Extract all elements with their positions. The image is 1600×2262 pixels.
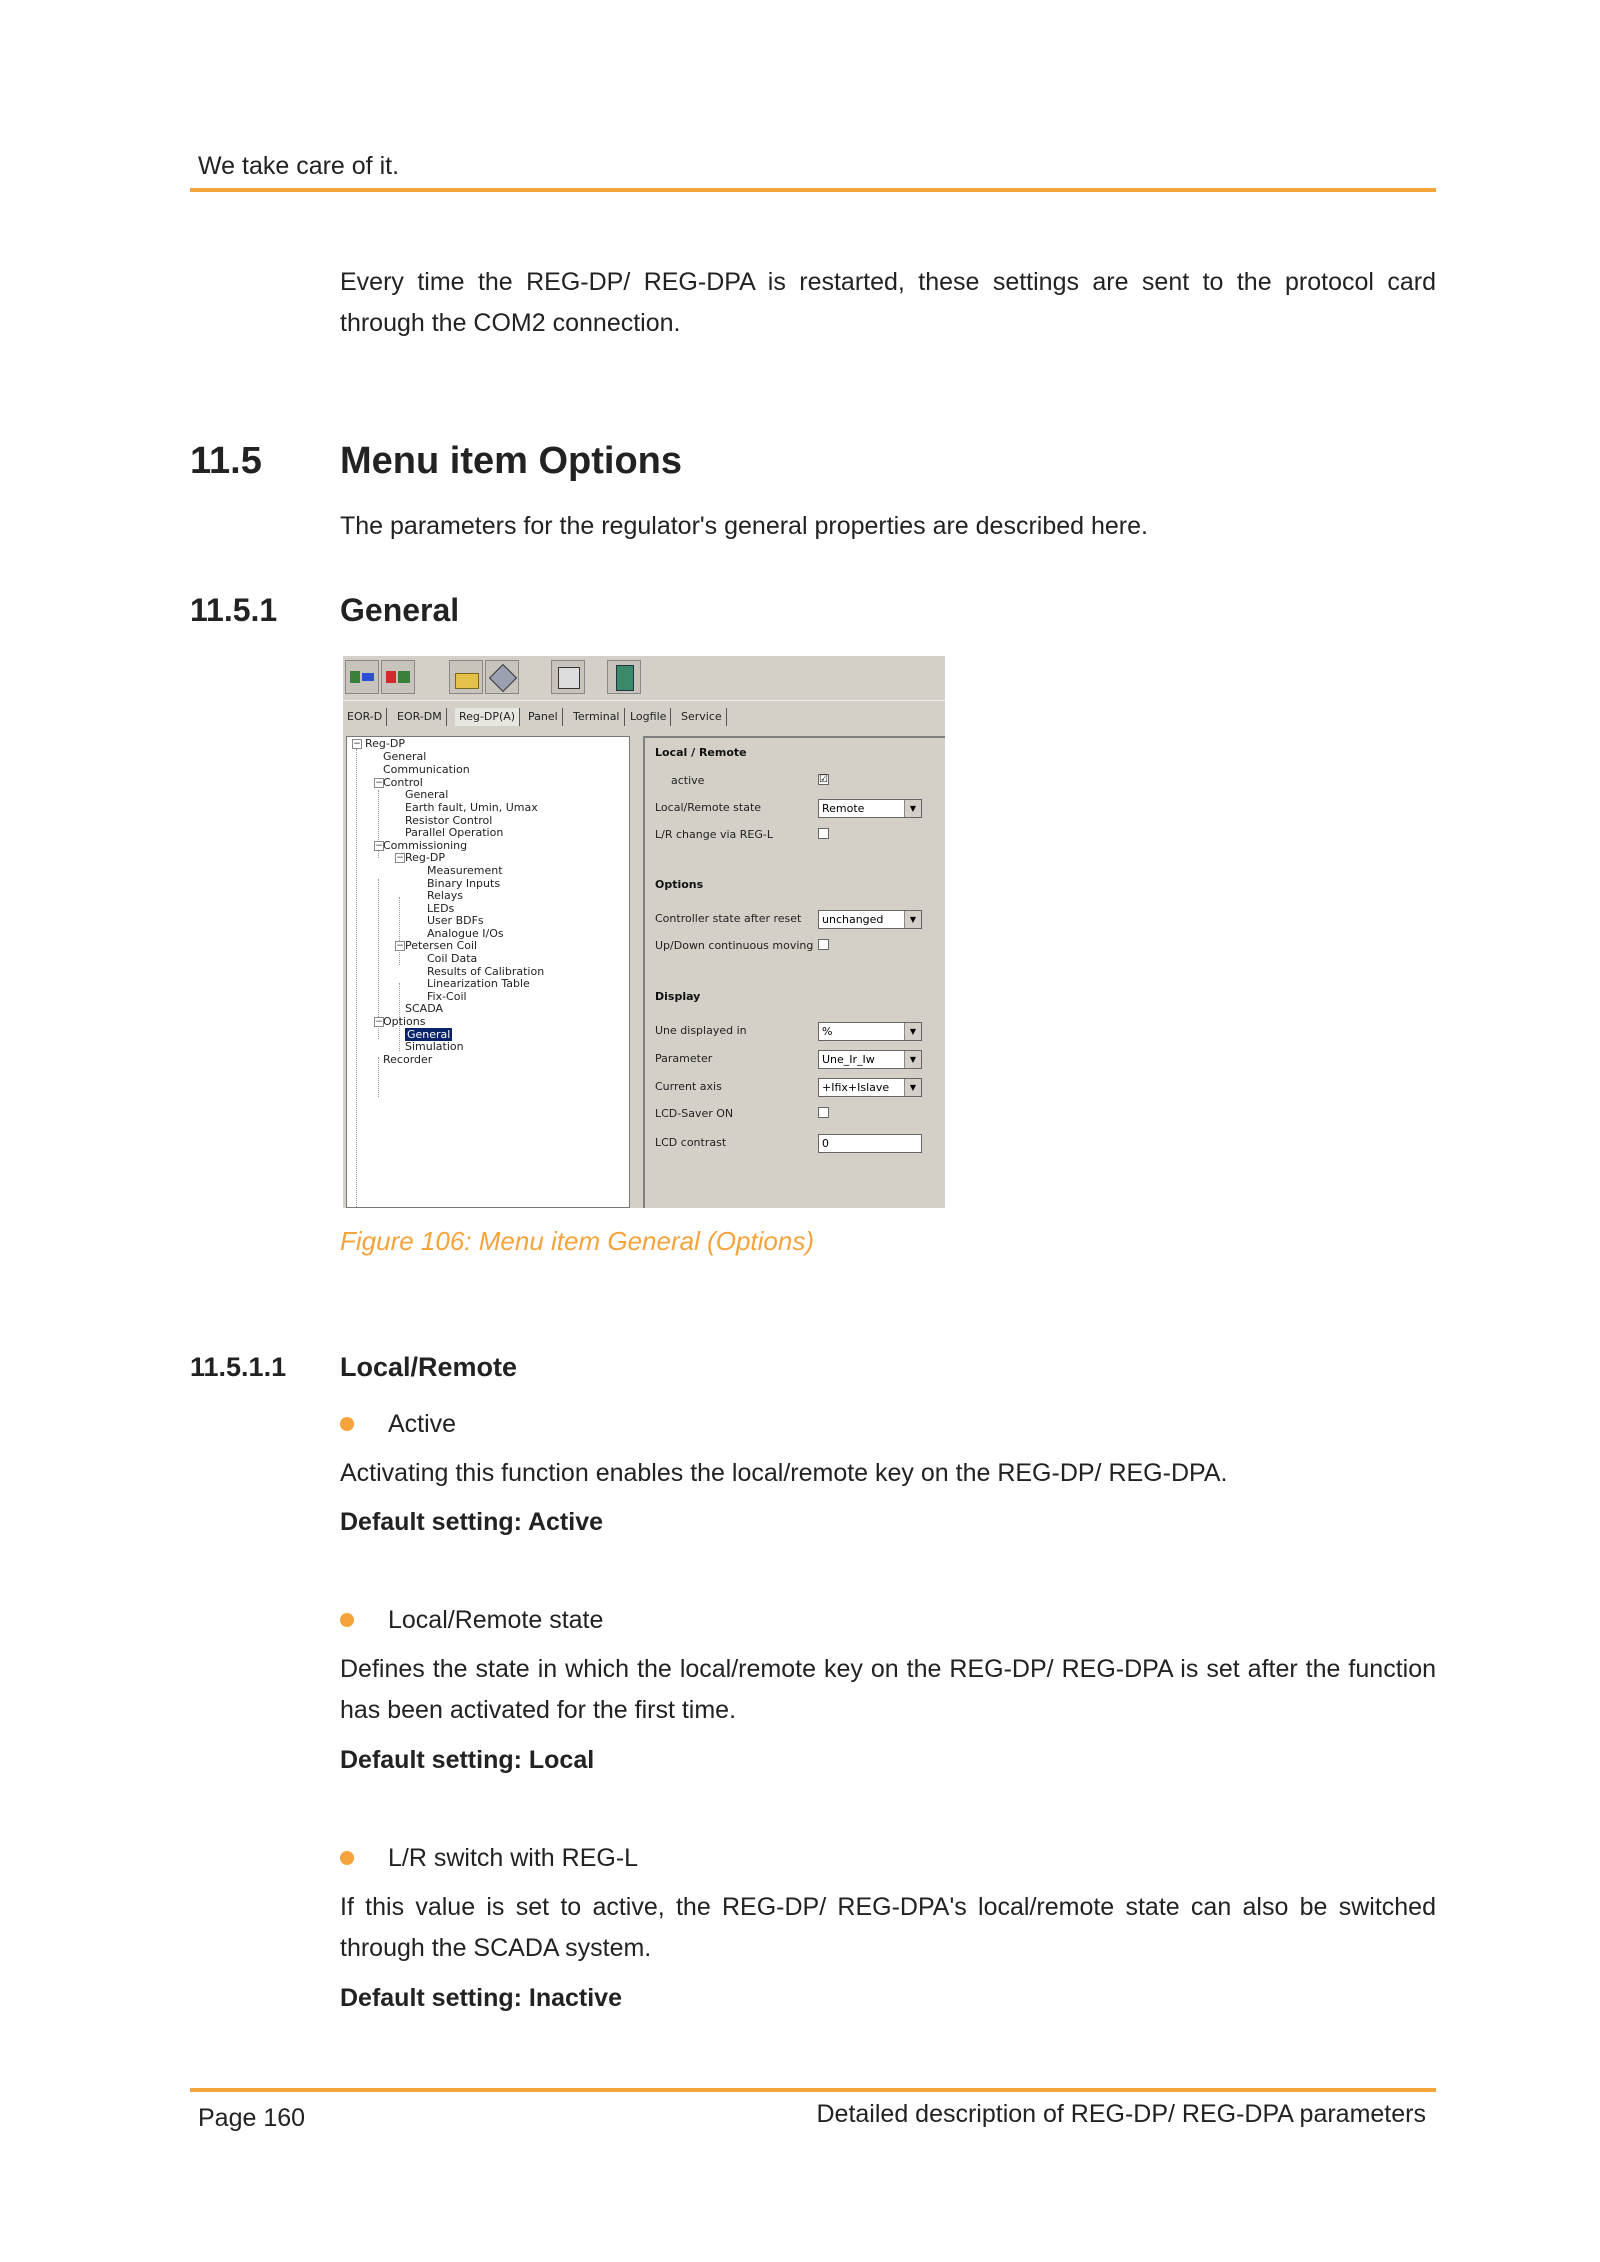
item-active-default: Default setting: Active <box>340 1508 604 1536</box>
chevron-down-icon: ▼ <box>904 1079 921 1096</box>
tab-eor-dm[interactable]: EOR-DM <box>393 708 447 726</box>
une-label: Une displayed in <box>655 1024 747 1037</box>
tree-node[interactable]: SCADA <box>405 1002 443 1015</box>
options-screenshot <box>343 656 945 1208</box>
header-rule <box>190 188 1436 192</box>
local-remote-heading: Local / Remote <box>655 746 747 759</box>
item-state-text: Defines the state in which the local/remote key on the REG-DP/ REG-DPA is set after the function has been activated for the first time. <box>340 1655 1436 1724</box>
subsubsection-number: 11.5.1.1 <box>190 1352 287 1382</box>
tree-node[interactable]: Resistor Control <box>405 814 493 827</box>
collapse-icon[interactable]: − <box>375 841 383 851</box>
tree-node[interactable]: Commissioning <box>383 839 468 852</box>
tree-node[interactable]: Linearization Table <box>427 977 530 990</box>
item-lr-switch-default: Default setting: Inactive <box>340 1984 622 2012</box>
subsection-number: 11.5.1 <box>190 592 278 628</box>
lcd-contrast-input[interactable]: 0 <box>818 1134 922 1153</box>
local-remote-state-select[interactable]: Remote ▼ <box>818 799 922 818</box>
tree-node[interactable]: Relays <box>427 889 463 902</box>
header-tagline: We take care of it. <box>198 152 400 180</box>
current-axis-select[interactable]: +Ifix+Islave ▼ <box>818 1078 922 1097</box>
updown-checkbox[interactable] <box>818 939 829 950</box>
properties-panel <box>643 736 945 1208</box>
bullet-icon <box>340 1851 354 1865</box>
active-label: active <box>671 774 705 787</box>
footer-rule <box>190 2088 1436 2092</box>
tree-node[interactable]: Results of Calibration <box>427 965 545 978</box>
item-lr-switch-title: L/R switch with REG-L <box>388 1844 639 1872</box>
tab-logfile[interactable]: Logfile <box>626 708 671 726</box>
subsubsection-title: Local/Remote <box>340 1352 518 1382</box>
tree-node[interactable]: Reg-DP <box>365 737 405 750</box>
chevron-down-icon: ▼ <box>904 800 921 817</box>
lcd-saver-label: LCD-Saver ON <box>655 1107 734 1120</box>
tree-node[interactable]: Measurement <box>427 864 503 877</box>
tree-node-selected[interactable]: General <box>407 1028 451 1041</box>
controller-state-label: Controller state after reset <box>655 912 802 925</box>
tree-node[interactable]: Binary Inputs <box>427 877 501 890</box>
collapse-icon[interactable]: − <box>375 778 383 788</box>
lr-change-checkbox[interactable] <box>818 828 829 839</box>
tab-reg-dpa[interactable]: Reg-DP(A) <box>455 708 520 726</box>
exit-door-icon[interactable] <box>607 660 641 694</box>
collapse-icon[interactable]: − <box>375 1017 383 1027</box>
tab-bar <box>343 706 945 728</box>
figure-caption: Figure 106: Menu item General (Options) <box>340 1226 814 1256</box>
tree-node[interactable]: Coil Data <box>427 952 478 965</box>
collapse-icon[interactable]: − <box>396 853 404 863</box>
display-heading: Display <box>655 990 701 1003</box>
tab-service[interactable]: Service <box>677 708 727 726</box>
tree-node[interactable]: User BDFs <box>427 914 484 927</box>
chevron-down-icon: ▼ <box>904 1051 921 1068</box>
disconnect-icon[interactable] <box>381 660 415 694</box>
tree-node[interactable]: Petersen Coil <box>405 939 478 952</box>
tree-node[interactable]: Analogue I/Os <box>427 927 504 940</box>
section-description: The parameters for the regulator's general properties are described here. <box>340 512 1148 540</box>
tree-node[interactable]: Communication <box>383 763 470 776</box>
tab-panel[interactable]: Panel <box>524 708 563 726</box>
options-heading: Options <box>655 878 704 891</box>
tree-node[interactable]: Earth fault, Umin, Umax <box>405 801 538 814</box>
item-state-default: Default setting: Local <box>340 1746 595 1774</box>
open-folder-icon[interactable] <box>449 660 483 694</box>
une-select[interactable]: % ▼ <box>818 1022 922 1041</box>
item-active-title: Active <box>388 1410 457 1438</box>
page-number: Page 160 <box>198 2104 306 2132</box>
bullet-icon <box>340 1417 354 1431</box>
chevron-down-icon: ▼ <box>904 911 921 928</box>
collapse-icon[interactable]: − <box>353 739 361 749</box>
tree-node[interactable]: LEDs <box>427 902 455 915</box>
lcd-contrast-label: LCD contrast <box>655 1136 727 1149</box>
lr-change-label: L/R change via REG-L <box>655 828 773 841</box>
controller-state-select[interactable]: unchanged ▼ <box>818 910 922 929</box>
tab-eor-d[interactable]: EOR-D <box>343 708 387 726</box>
save-disk-icon[interactable] <box>485 660 519 694</box>
connect-icon[interactable] <box>345 660 379 694</box>
chevron-down-icon: ▼ <box>904 1023 921 1040</box>
tab-terminal[interactable]: Terminal <box>569 708 625 726</box>
tree-node[interactable]: Simulation <box>405 1040 464 1053</box>
intro-paragraph: Every time the REG-DP/ REG-DPA is restarted, these settings are sent to the protocol card through the COM2 connection. <box>340 268 1436 337</box>
updown-label: Up/Down continuous moving <box>655 939 814 952</box>
tree-node[interactable]: Options <box>383 1015 426 1028</box>
item-state-title: Local/Remote state <box>388 1606 604 1634</box>
tree-node[interactable]: Recorder <box>383 1053 433 1066</box>
toolbar <box>343 656 945 701</box>
footer-chapter: Detailed description of REG-DP/ REG-DPA parameters <box>816 2100 1426 2128</box>
tree-node[interactable]: Parallel Operation <box>405 826 504 839</box>
item-lr-switch-text: If this value is set to active, the REG-DP/ REG-DPA's local/remote state can also be switched through the SCADA system. <box>340 1893 1436 1962</box>
section-number: 11.5 <box>190 440 262 482</box>
active-checkbox[interactable]: ☑ <box>819 774 828 785</box>
print-icon[interactable] <box>551 660 585 694</box>
bullet-icon <box>340 1613 354 1627</box>
tree-node[interactable]: Fix-Coil <box>427 990 467 1003</box>
section-title: Menu item Options <box>340 440 682 482</box>
tree-node[interactable]: Control <box>383 776 423 789</box>
collapse-icon[interactable]: − <box>396 941 404 951</box>
tree-node[interactable]: Reg-DP <box>405 851 445 864</box>
subsection-title: General <box>340 592 460 628</box>
parameter-select[interactable]: Une_Ir_Iw ▼ <box>818 1050 922 1069</box>
current-axis-label: Current axis <box>655 1080 722 1093</box>
item-active-text: Activating this function enables the local/remote key on the REG-DP/ REG-DPA. <box>340 1459 1228 1487</box>
local-remote-state-label: Local/Remote state <box>655 801 762 814</box>
parameter-label: Parameter <box>655 1052 713 1065</box>
lcd-saver-checkbox[interactable] <box>818 1107 829 1118</box>
tree-node[interactable]: General <box>405 788 449 801</box>
parameter-tree <box>346 736 630 1208</box>
tree-node[interactable]: General <box>383 750 427 763</box>
